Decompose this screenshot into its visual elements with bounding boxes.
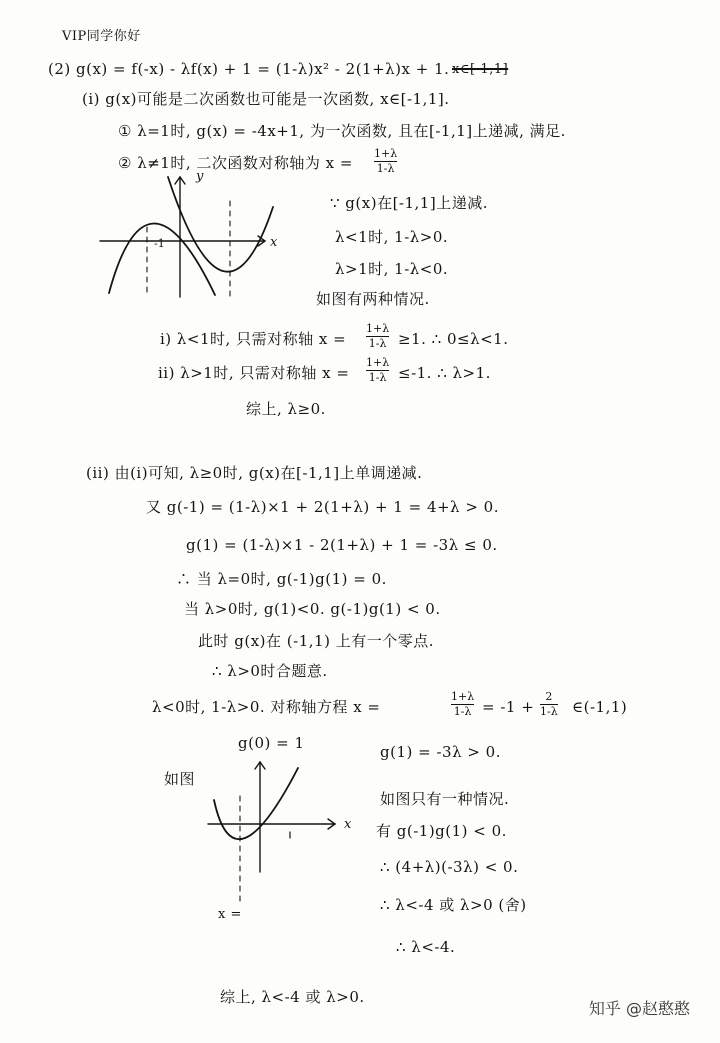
note-two-cases: 如图有两种情况.: [316, 290, 430, 308]
inequality-solution: ∴ λ<-4 或 λ>0 (舍): [380, 896, 527, 914]
line-lambda-not-1: ② λ≠1时, 二次函数对称轴为 x =: [118, 154, 353, 172]
one-zero-point: 此时 g(x)在 (-1,1) 上有一个零点.: [198, 632, 434, 650]
g-minus-1: 又 g(-1) = (1-λ)×1 + 2(1+λ) + 1 = 4+λ > 0.: [146, 498, 499, 516]
lambda-positive: 当 λ>0时, g(1)<0. g(-1)g(1) < 0.: [184, 600, 441, 618]
case-2-result: ≤-1. ∴ λ>1.: [398, 364, 491, 382]
final-answer: 综上, λ<-4 或 λ>0.: [220, 988, 365, 1006]
graph-one-parabola: [200, 752, 350, 912]
summary-1: 综上, λ≥0.: [246, 400, 326, 418]
lambda-negative-line: λ<0时, 1-λ>0. 对称轴方程 x =: [152, 698, 381, 716]
axis-fraction-3: 2 1-λ: [540, 690, 558, 718]
case-2-fraction: 1+λ 1-λ: [366, 356, 390, 384]
note-lambda-gt-1: λ>1时, 1-λ<0.: [335, 260, 449, 278]
axis-fraction: 1+λ 1-λ: [374, 147, 398, 175]
x-equals-label: x =: [218, 907, 242, 922]
inequality: ∴ (4+λ)(-3λ) < 0.: [380, 858, 519, 876]
part-ii-intro: (ii) 由(i)可知, λ≥0时, g(x)在[-1,1]上单调递减.: [86, 464, 423, 482]
header-title: VIP同学你好: [62, 29, 141, 44]
line-lambda-equals-1: ① λ=1时, g(x) = -4x+1, 为一次函数, 且在[-1,1]上递减, 满足.: [118, 122, 566, 140]
product-negative: 有 g(-1)g(1) < 0.: [376, 822, 507, 840]
lambda-positive-ok: ∴ λ>0时合题意.: [212, 662, 328, 680]
only-one-case: 如图只有一种情况.: [380, 790, 510, 808]
case-1-line: i) λ<1时, 只需对称轴 x =: [160, 330, 347, 348]
axis-fraction-2: 1+λ 1-λ: [451, 690, 475, 718]
g-1: g(1) = (1-λ)×1 - 2(1+λ) + 1 = -3λ ≤ 0.: [186, 536, 498, 554]
watermark: 知乎 @赵憨憨: [588, 999, 690, 1018]
case-1-result: ≥1. ∴ 0≤λ<1.: [398, 330, 509, 348]
graph1-y-label: y: [196, 169, 204, 184]
struck-domain: x∈[-1,1]: [452, 62, 509, 77]
case-1-fraction: 1+λ 1-λ: [366, 322, 390, 350]
axis-range: ∈(-1,1): [572, 698, 628, 716]
graph-two-parabolas: [95, 165, 285, 305]
figure-label: 如图: [164, 770, 196, 788]
graph1-tick-neg1: -1: [154, 237, 165, 250]
case-2-line: ii) λ>1时, 只需对称轴 x =: [158, 364, 350, 382]
graph1-x-label: x: [270, 235, 278, 250]
g0-label: g(0) = 1: [238, 734, 305, 752]
g1-positive: g(1) = -3λ > 0.: [380, 743, 501, 761]
axis-rewrite: = -1 +: [482, 698, 535, 716]
line-g-definition: (2) g(x) = f(-x) - λf(x) + 1 = (1-λ)x² - 2(1+λ)x + 1.: [48, 60, 450, 78]
note-decreasing: ∵ g(x)在[-1,1]上递减.: [330, 194, 488, 212]
note-lambda-lt-1: λ<1时, 1-λ>0.: [335, 228, 449, 246]
graph2-x-label: x: [344, 817, 352, 832]
line-case-i: (i) g(x)可能是二次函数也可能是一次函数, x∈[-1,1].: [82, 90, 450, 108]
lambda-lt-minus-4: ∴ λ<-4.: [396, 938, 456, 956]
lambda-zero: ∴ 当 λ=0时, g(-1)g(1) = 0.: [176, 570, 387, 588]
